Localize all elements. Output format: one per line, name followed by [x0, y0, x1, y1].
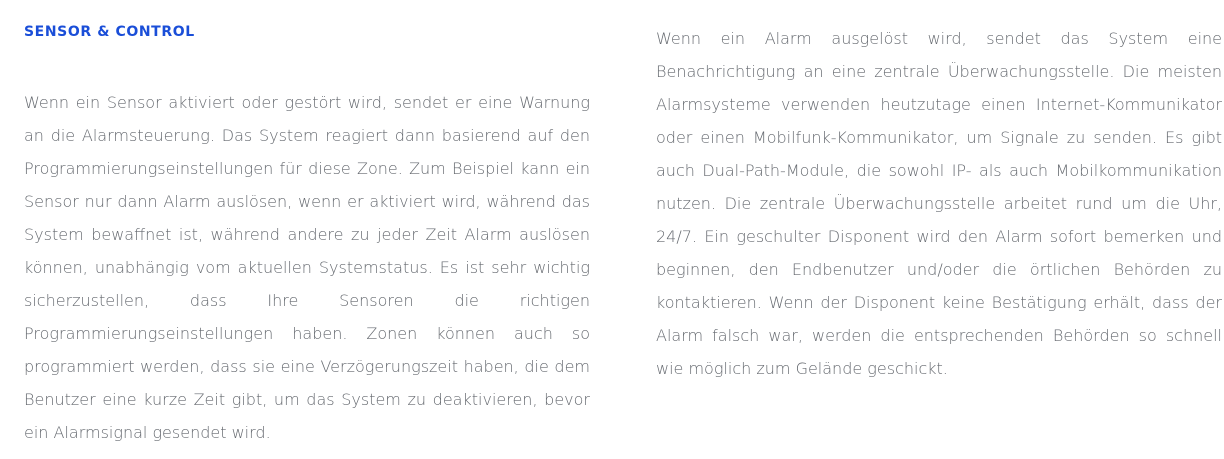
- left-column: [24, 22, 590, 449]
- section-eyebrow-heading: SENSOR & CONTROL: [24, 24, 195, 40]
- right-paragraph: Wenn ein Alarm ausgelöst wird, sendet das System eine Benachrichtigung an eine zentrale Überwachungsstelle. Die meisten Alarmsysteme verwenden heutzutage einen Internet-Kommunikator oder einen Mobilfunk-Kommunikator, um Signale zu senden. Es gibt auch Dual-Path-Module, die sowohl IP- als auch Mobilkommunikation nutzen. Die zentrale Überwachungsstelle arbeitet rund um die Uhr, 24/7. Ein geschulter Disponent wird den Alarm sofort bemerken und beginnen, den Endbenutzer und/oder die örtlichen Behörden zu kontaktieren. Wenn der Disponent keine Bestätigung erhält, dass der Alarm falsch war, werden die entsprechenden Behörden so schnell wie möglich zum Gelände geschickt.: [656, 29, 1222, 378]
- right-column: [656, 22, 1222, 385]
- left-paragraph: Wenn ein Sensor aktiviert oder gestört wird, sendet er eine Warnung an die Alarmsteuerung. Das System reagiert dann basierend auf den Programmierungseinstellungen für diese Zone. Zum Beispiel kann ein Sensor nur dann Alarm auslösen, wenn er aktiviert wird, während das System bewaffnet ist, während andere zu jeder Zeit Alarm auslösen können, unabhängig vom aktuellen Systemstatus. Es ist sehr wichtig sicherzustellen, dass Ihre Sensoren die richtigen Programmierungseinstellungen haben. Zonen können auch so programmiert werden, dass sie eine Verzögerungszeit haben, die dem Benutzer eine kurze Zeit gibt, um das System zu deaktivieren, bevor ein Alarmsignal gesendet wird.: [24, 93, 590, 442]
